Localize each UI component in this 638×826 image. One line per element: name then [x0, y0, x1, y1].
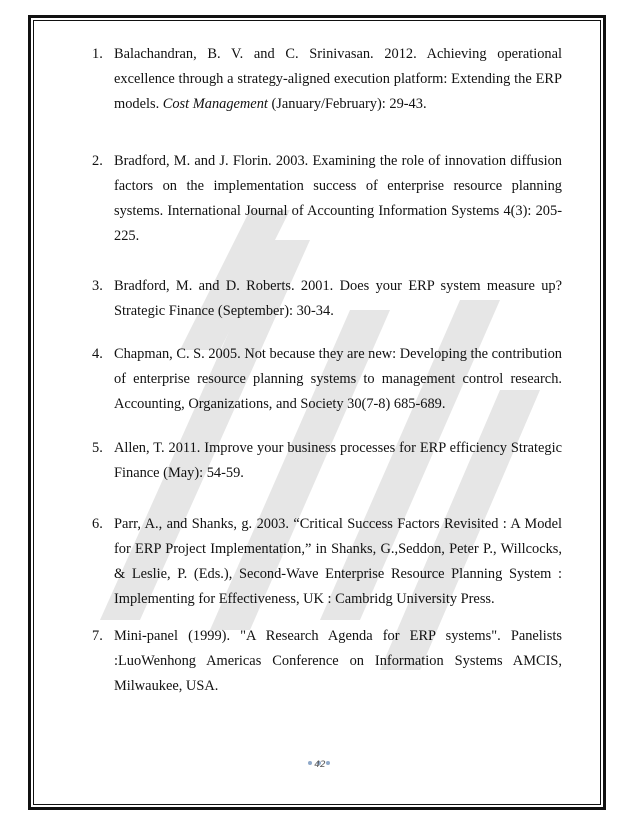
reference-item: [92, 42, 562, 117]
reference-item: [92, 342, 562, 417]
reference-text-main: Balachandran, B. V. and C. Srinivasan. 2012. Achieving operational excellence through a strategy-aligned execution platform: Extending the ERP models.: [114, 46, 562, 112]
reference-text: Bradford, M. and J. Florin. 2003. Examining the role of innovation diffusion factors on the implementation success of enterprise resource planning systems. International Journal of Accounting Information Systems 4(3): 205-225.: [114, 153, 562, 244]
reference-number: 7.: [92, 628, 103, 644]
reference-item: [92, 274, 562, 324]
reference-text: Mini-panel (1999). "A Research Agenda for ERP systems". Panelists :LuoWenhong Americas Conference on Information Systems AMCIS, Milwaukee, USA.: [114, 628, 562, 694]
reference-text-tail: (January/February): 29-43.: [267, 96, 427, 112]
reference-journal: Cost Management: [162, 96, 268, 112]
page-number: 42: [314, 760, 326, 770]
reference-item: [92, 436, 562, 486]
page-footer: [290, 752, 350, 782]
reference-text: Allen, T. 2011. Improve your business processes for ERP efficiency Strategic Finance (May): 54-59.: [114, 440, 562, 481]
reference-number: 1.: [92, 46, 103, 62]
reference-item: [92, 624, 562, 699]
reference-number: 4.: [92, 346, 103, 362]
reference-number: 3.: [92, 278, 103, 294]
reference-number: 5.: [92, 440, 103, 456]
reference-text: Parr, A., and Shanks, g. 2003. “Critical Success Factors Revisited : A Model for ERP Project Implementation,” in Shanks, G.,Seddon, Peter P., Willcocks, & Leslie, P. (Eds.), Second-Wave Enterprise Resource Planning System : Implementing for Effectiveness, UK : Cambridg University Press.: [114, 516, 562, 607]
reference-text: Bradford, M. and D. Roberts. 2001. Does your ERP system measure up? Strategic Finance (September): 30-34.: [114, 278, 562, 319]
reference-text: [114, 42, 562, 117]
reference-number: 6.: [92, 516, 103, 532]
reference-item: [92, 512, 562, 612]
reference-text: Chapman, C. S. 2005. Not because they are new: Developing the contribution of enterprise resource planning systems to management control research. Accounting, Organizations, and Society 30(7-8) 685-689.: [114, 346, 563, 412]
reference-item: [92, 149, 562, 249]
reference-number: 2.: [92, 153, 103, 169]
